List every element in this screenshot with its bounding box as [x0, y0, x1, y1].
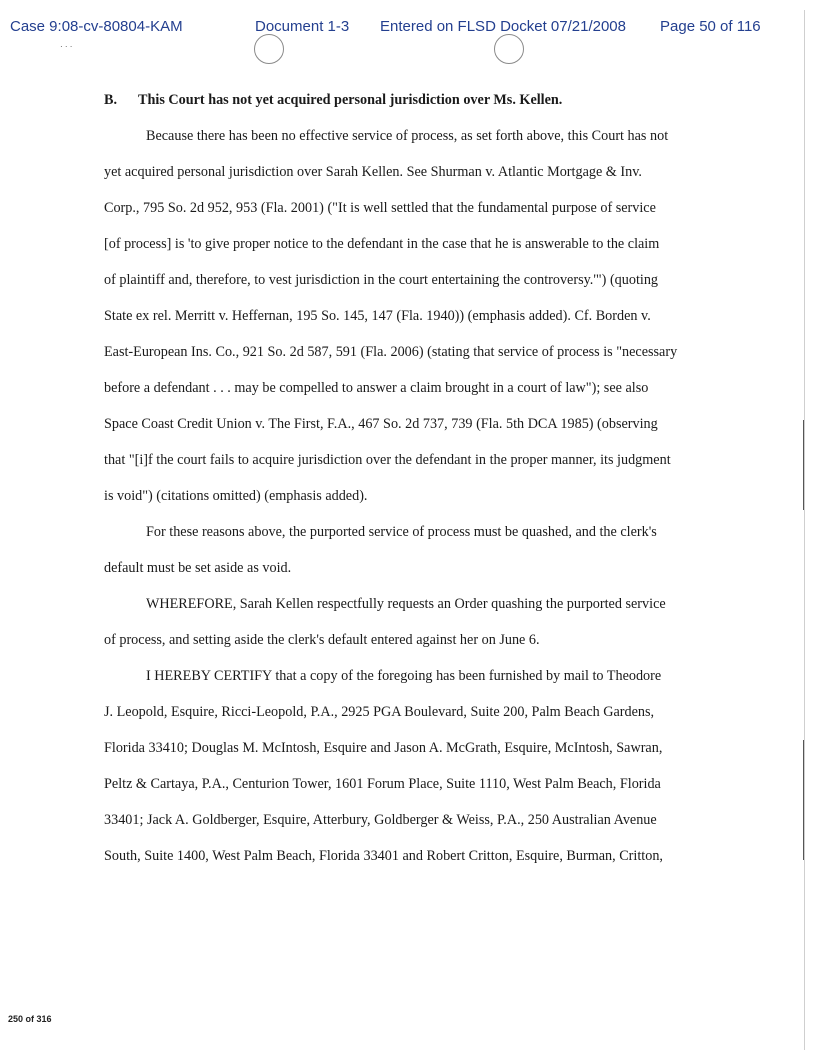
- margin-mark: [803, 420, 804, 510]
- body-line: of plaintiff and, therefore, to vest jurisdiction in the court entertaining the controversy.'") (quoting: [104, 272, 659, 288]
- document-number: Document 1-3: [255, 18, 350, 35]
- page-body: [104, 88, 764, 880]
- body-line: before a defendant . . . may be compelled to answer a claim brought in a court of law"); see also: [104, 380, 649, 396]
- scan-speck: · · ·: [60, 42, 73, 51]
- body-line: of process, and setting aside the clerk's default entered against her on June 6.: [104, 632, 540, 648]
- body-line: 33401; Jack A. Goldberger, Esquire, Atterbury, Goldberger & Weiss, P.A., 250 Australian Avenue: [104, 812, 657, 828]
- body-line: Corp., 795 So. 2d 952, 953 (Fla. 2001) ("It is well settled that the fundamental purpose of service: [104, 200, 656, 216]
- body-line: Space Coast Credit Union v. The First, F.A., 467 So. 2d 737, 739 (Fla. 5th DCA 1985) (observing: [104, 416, 658, 432]
- body-line: I HEREBY CERTIFY that a copy of the foregoing has been furnished by mail to Theodore: [146, 668, 662, 684]
- body-line: [of process] is 'to give proper notice to the defendant in the case that he is answerable to the claim: [104, 236, 660, 252]
- punch-hole-left: [254, 34, 284, 64]
- body-line: South, Suite 1400, West Palm Beach, Florida 33401 and Robert Critton, Esquire, Burman, Critton,: [104, 848, 663, 864]
- section-heading: B. This Court has not yet acquired personal jurisdiction over Ms. Kellen.: [104, 92, 563, 108]
- body-line: WHEREFORE, Sarah Kellen respectfully requests an Order quashing the purported service: [146, 596, 666, 612]
- body-line: yet acquired personal jurisdiction over Sarah Kellen. See Shurman v. Atlantic Mortgage & Inv.: [104, 164, 642, 180]
- right-margin-line: [804, 10, 805, 1050]
- body-line: East-European Ins. Co., 921 So. 2d 587, 591 (Fla. 2006) (stating that service of process is "necessary: [104, 344, 678, 360]
- body-line: J. Leopold, Esquire, Ricci-Leopold, P.A., 2925 PGA Boulevard, Suite 200, Palm Beach Gardens,: [104, 704, 655, 720]
- body-line: Because there has been no effective service of process, as set forth above, this Court has not: [146, 128, 669, 144]
- punch-hole-right: [494, 34, 524, 64]
- body-line: Peltz & Cartaya, P.A., Centurion Tower, 1601 Forum Place, Suite 1110, West Palm Beach, Florida: [104, 776, 661, 792]
- margin-mark: [803, 740, 804, 860]
- docket-entry: Entered on FLSD Docket 07/21/2008: [380, 18, 626, 35]
- body-line: that "[i]f the court fails to acquire jurisdiction over the defendant in the proper manner, its judgment: [104, 452, 671, 468]
- body-line: Florida 33410; Douglas M. McIntosh, Esquire and Jason A. McGrath, Esquire, McIntosh, Sawran,: [104, 740, 663, 756]
- page-number: Page 50 of 116: [660, 18, 761, 35]
- case-number: Case 9:08-cv-80804-KAM: [10, 18, 183, 35]
- body-line: default must be set aside as void.: [104, 560, 292, 576]
- body-line: is void") (citations omitted) (emphasis added).: [104, 488, 368, 504]
- page-footer: 250 of 316: [8, 1014, 52, 1024]
- body-line: State ex rel. Merritt v. Heffernan, 195 So. 145, 147 (Fla. 1940)) (emphasis added). Cf. Borden v.: [104, 308, 651, 324]
- body-line: For these reasons above, the purported service of process must be quashed, and the clerk's: [146, 524, 657, 540]
